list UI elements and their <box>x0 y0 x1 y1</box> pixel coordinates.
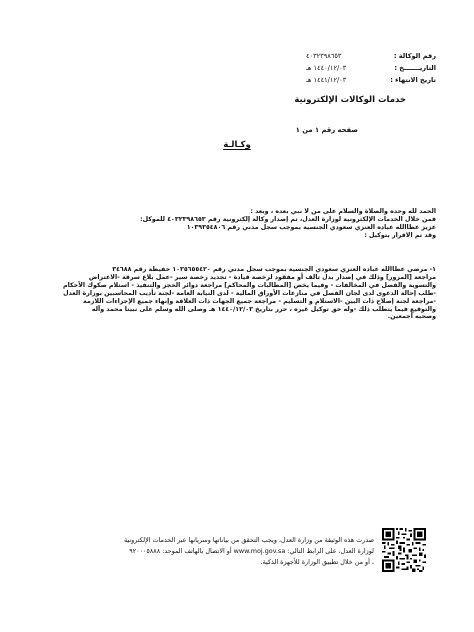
intro-line: فمن خلال الخدمات الإلكترونية لوزارة العدل، تم إصدار وكالة إلكترونية رقم ٤٠٣٢٣٩٨٦٥٣ للموكل: <box>140 215 436 223</box>
date-row <box>306 62 436 74</box>
intro-line: وقد تم الاقرار بتوكيل : <box>364 231 436 239</box>
intro-line: الحمد لله وحده والصلاة والسلام على من لا نبي بعده ، وبعد : <box>250 208 436 215</box>
clause-line: ١- مرضي عطاالله عباده العنزي سعودي الجنسية بموجب سجل مدني رقم ١٠٣٥٦٥٥٤٢٠ حفيظة رقم ٣٤٦٨٨ <box>112 266 436 273</box>
clause-line: والتسوية والفصل في المخالفات - وفيما يخص [المطالبات والمحاكم] مراجعة دوائر الحجز والتنفيذ - استلام صكوك الأحكام <box>63 281 436 289</box>
agency-number-value: ٤٠٣٢٣٩٨٦٥٣ <box>306 52 342 60</box>
agency-meta <box>306 50 436 86</box>
agency-number-label: رقم الوكالة : <box>393 52 436 60</box>
expiry-label: تاريخ الانتهاء : <box>390 76 436 84</box>
agency-number-row <box>306 50 436 62</box>
footer-line: ، أو من خلال تطبيق الوزارة للأجهزة الذكية. <box>260 557 374 566</box>
service-title: خدمات الوكالات الإلكترونية <box>294 95 406 105</box>
expiry-value: ١٤٤١/١٢/٠٣ هـ <box>306 76 347 84</box>
document-title: وكـالـة <box>223 140 251 150</box>
footer-line: صدرت هذه الوثيقة من وزارة العدل، ويجب التحقق من بياناتها وسريانها عبر الخدمات الإلكترونية <box>123 536 374 544</box>
page-number: صفحه رقم ١ من ١ <box>295 126 358 134</box>
clause-section <box>30 266 436 321</box>
clause-line: والتوقيع فيما يتطلب ذلك -وله حق توكيل غيره ، حرر بتاريخ ١٤٤٠/١٢/٠٣ هـ وصلى الله وسلم على نبينا محمد وآله <box>91 305 436 313</box>
verification-footer <box>54 535 374 567</box>
footer-line: لوزارة العدل، على الرابط التالي: www.moj.gov.sa أو الاتصال بالهاتف الموحد: ٩٢٠٠٠٥٨٨٨ <box>129 546 374 555</box>
intro-section <box>36 208 436 240</box>
clause-line: مراجعة [المرور] وذلك في إصدار بدل تالف أو مفقود لرخصة قيادة - تجديد رخصة سير -عمل بلاغ سرقة -الاعتراض <box>88 273 436 281</box>
expiry-row <box>306 74 436 86</box>
clause-line: -مراجعة لجنة إصلاح ذات البين -الاستلام و التسليم - مراجعة جميع الجهات ذات العلاقة وإنهاء جميع الإجراءات اللازمة <box>83 297 436 305</box>
date-value: ١٤٤٠/١٢/٠٣ هـ <box>306 64 347 72</box>
clause-line: -طلب إحالة الدعوى لدى لجان الفصل في منازعات الأوراق المالية - لدى النيابة العامة -لجنة تأديب المحاسبين بوزارة العدل <box>63 289 436 297</box>
qr-code-icon <box>382 528 426 572</box>
intro-line: عزيز عطاالله عباده العنزي سعودي الجنسية بموجب سجل مدني رقم ١٠٣٩٣٥٤٨٠٦ <box>186 223 436 231</box>
date-label: التاريـــــــخ : <box>394 64 436 72</box>
clause-line: وصحبه أجمعين. <box>387 313 436 321</box>
